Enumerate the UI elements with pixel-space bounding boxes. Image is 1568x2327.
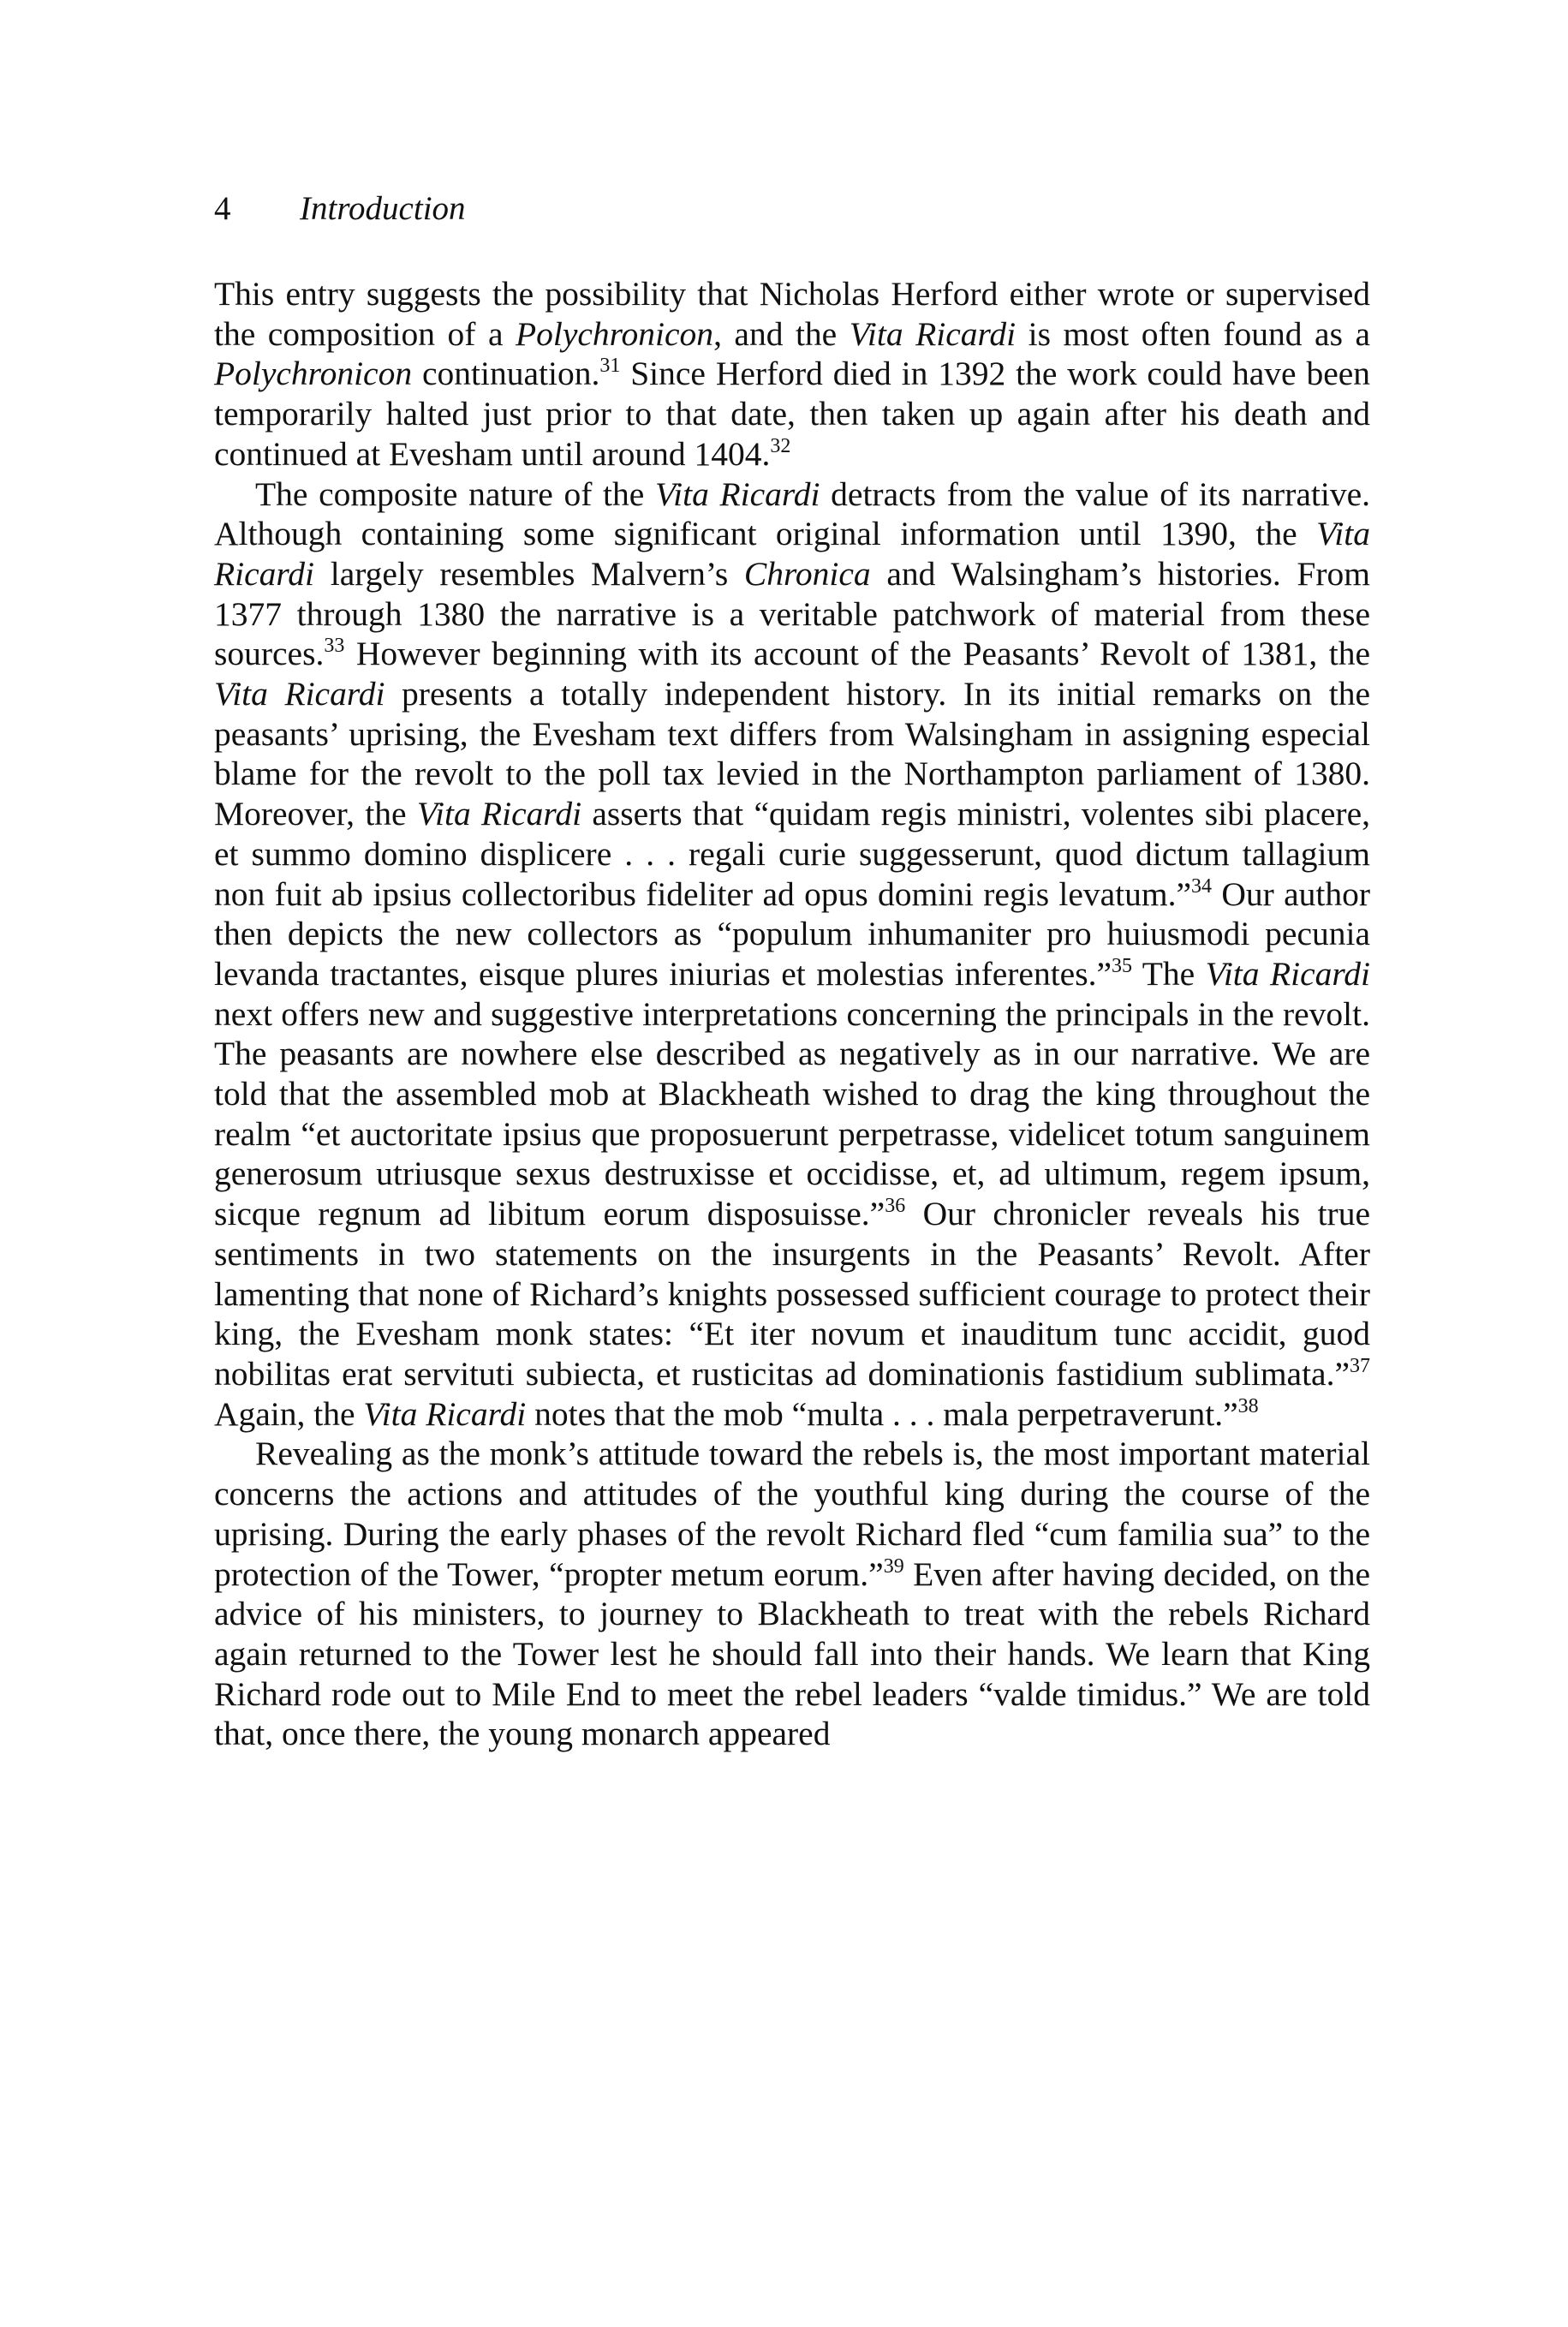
text-run: is most often found as a [1016,314,1370,353]
running-head [214,188,1370,236]
paragraph [214,474,1370,1435]
footnote-ref: 31 [599,355,621,378]
italic-title: Polychronicon [515,314,714,353]
italic-title: Chronica [743,554,871,593]
footnote-ref: 32 [770,434,791,457]
italic-title: Vita Ricardi [416,795,582,833]
text-run: Since Herford died in 1392 the work could have been temporarily halted just prior to that date, then taken up again after his death and continued at Evesham until around 1404. [214,355,1371,473]
text-run: asserts that “quidam regis ministri, volentes sibi placere, et summo domino displicere . . . regali curie suggesserunt, quod dictum tallagium non fuit ab ipsius collectoribus fideliter ad opus domini regis levatum.” [214,795,1370,913]
italic-title: Vita Ricardi [363,1394,527,1433]
book-page [214,188,1370,1754]
text-run: next offers new and suggestive interpretations concerning the principals in the revolt. The peasants are nowhere else described as negatively as in our narrative. We are told that the assembled mob at Blackheath wished to drag the king throughout the realm “et auctoritate ipsius que proposuerunt perpetrasse, videlicet totum sanguinem generosum utriusque sexus destruxisse et occidisse, et, ad ultimum, regem ipsum, sicque regnum ad libitum eorum disposuisse.” [214,994,1370,1233]
footnote-ref: 36 [885,1195,906,1218]
text-run: Even after having decided, on the advice of his ministers, to journey to Blackheath to treat with the rebels Richard again returned to the Tower lest he should fall into their hands. We learn that King Richard rode out to Mile End to meet the rebel leaders “valde timidus.” We are told that, once there, the young monarch appeared [214,1554,1370,1753]
italic-title: Vita Ricardi [849,314,1017,353]
footnote-ref: 37 [1350,1354,1370,1377]
text-run: However beginning with its account of the Peasants’ Revolt of 1381, the [344,635,1370,673]
footnote-ref: 35 [1112,954,1132,977]
text-run: and Walsingham’s histories. From 1377 through 1380 the narrative is a veritable patchwork of material from these sources. [214,554,1370,673]
text-run: This entry suggests the possibility that Nicholas Herford either wrote or supervised the composition of a [214,275,1370,353]
body-text [214,274,1370,1754]
footnote-ref: 33 [324,635,345,658]
text-run: presents a totally independent history. In its initial remarks on the peasants’ uprising, the Evesham text differs from Walsingham in assigning especial blame for the revolt to the poll tax levied in the Northampton parliament of 1380. Moreover, the [214,675,1370,833]
text-run: , and the [713,314,850,353]
text-run: Our author then depicts the new collectors as “populum inhumaniter pro huiusmodi pecunia levanda tractantes, eisque plures iniurias et molestias inferentes.” [214,874,1371,993]
paragraph [214,274,1370,474]
text-run: continuation. [412,355,600,393]
italic-title: Vita Ricardi [214,515,1370,593]
text-run: detracts from the value of its narrative. Although containing some significant original information until 1390, the [214,474,1370,553]
text-run: largely resembles Malvern’s [314,554,744,593]
italic-title: Vita Ricardi [1205,954,1370,993]
text-run: Our chronicler reveals his true sentiments in two statements on the insurgents in the Peasants’ Revolt. After lamenting that none of Richard’s knights possessed sufficient courage to protect their king, the Evesham monk states: “Et iter novum et inauditum tunc accidit, guod nobilitas erat servituti subiecta, et rusticitas ad dominationis fastidium sublimata.” [214,1195,1370,1393]
italic-title: Polychronicon [214,355,413,393]
paragraph [214,1434,1370,1754]
text-run: The composite nature of the [255,474,655,513]
italic-title: Vita Ricardi [214,675,385,713]
text-run: Revealing as the monk’s attitude toward the rebels is, the most important material concerns the actions and attitudes of the youthful king during the course of the uprising. During the early phases of the revolt Richard fled “cum familia sua” to the protection of the Tower, “propter metum eorum.” [214,1435,1370,1593]
page-number: 4 [214,190,231,227]
text-run: The [1132,954,1206,993]
text-run: Again, the [214,1394,364,1433]
footnote-ref: 34 [1191,874,1213,898]
footnote-ref: 39 [883,1554,904,1578]
footnote-ref: 38 [1237,1394,1259,1417]
running-title: Introduction [300,190,466,227]
text-run: notes that the mob “multa . . . mala perpetraverunt.” [526,1394,1238,1433]
italic-title: Vita Ricardi [654,474,820,513]
